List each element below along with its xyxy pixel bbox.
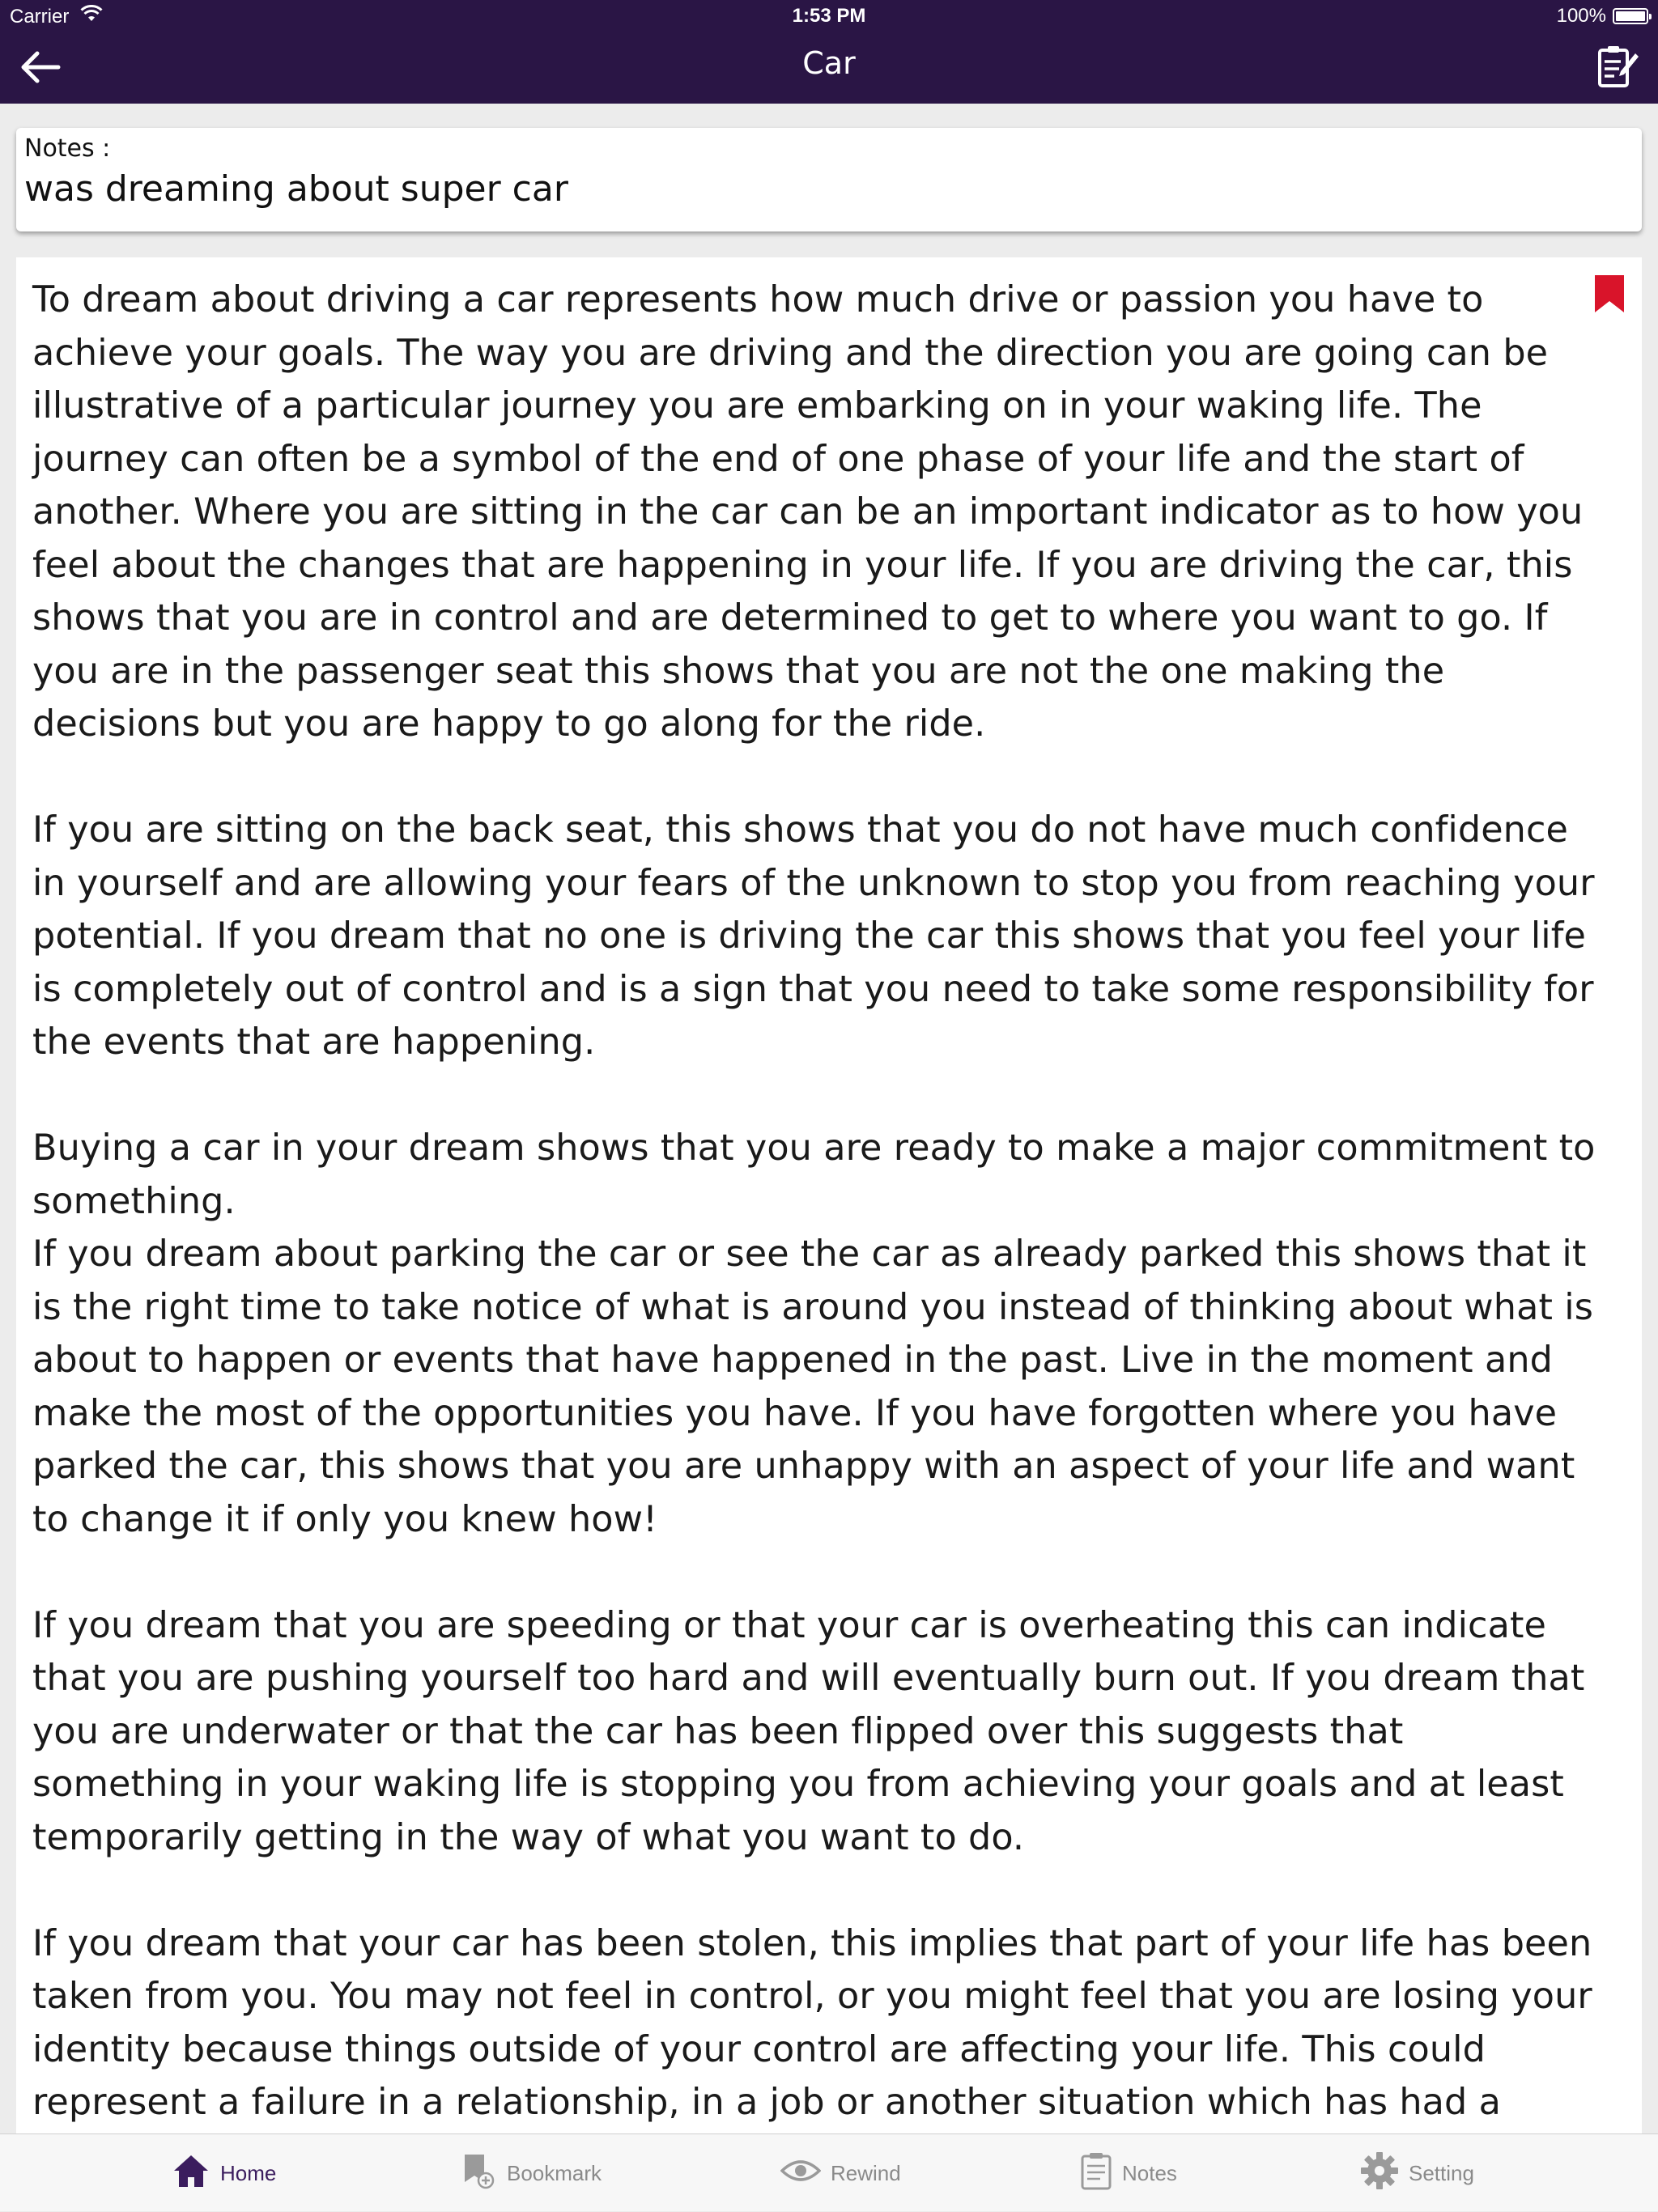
notes-value[interactable]: was dreaming about super car — [24, 168, 568, 210]
tab-home[interactable] — [172, 2134, 276, 2212]
page-title: Car — [802, 45, 856, 81]
status-time: 1:53 PM — [792, 5, 866, 27]
home-icon — [172, 2153, 210, 2194]
eye-icon — [780, 2158, 821, 2189]
notes-icon — [1080, 2151, 1112, 2196]
edit-note-icon[interactable] — [1596, 42, 1640, 91]
status-bar — [0, 0, 1658, 32]
bookmark-add-icon — [458, 2151, 497, 2196]
dream-meaning-text: To dream about driving a car represents how much drive or passion you have to achieve your goals. The way you are driving and the direction you are going can be illustrative of a particular journey you are embarking on in your waking life. The journey can often be a symbol of the end of one phase of your life and the start of another. Where you are sitting in the car can be an important indicator as to how you feel about the changes that are happening in your life. If you are driving the car, this shows that you are in control and are determined to get to where you want to go. If you are in the passenger seat this shows that you are not the one making the decisions but you are happy to go along for the ride. If you are sitting on the back seat, this shows that you do not have much confidence in yourself and are allowing your fears of the unknown to stop you from reaching your potential. If you dream that no one is driving the car this shows that you feel your life is completely out of control and is a sign that you need to take some responsibility for the events that are happening. Buying a car in your dream shows that you are ready to make a major commitment to something. If you dream about parking the car or see the car as already parked this shows that it is the right time to take notice of what is around you instead of thinking about what is about to happen or events that have happened in the past. Live in the moment and make the most of the opportunities you have. If you have forgotten where you have parked the car, this shows that you are unhappy with an aspect of your life and want to change it if only you knew how! If you dream that you are speeding or that your car is overheating this can indicate that you are pushing yourself too hard and will eventually burn out. If you dream that you are underwater or that the car has been flipped over this suggests that something in your waking life is stopping you from achieving your goals and at least temporarily getting in the way of what you want to do. If you dream that your car has been stolen, this implies that part of your life has been taken from you. You may not feel in control, or you might feel that you are losing your identity because things outside of your control are affecting your life. This could represent a failure in a relationship, in a job or another situation which has had a — [32, 279, 1596, 2123]
tab-rewind-label: Rewind — [831, 2160, 901, 2185]
tab-notes-label: Notes — [1122, 2160, 1177, 2185]
notes-label: Notes : — [24, 134, 111, 163]
tab-bookmark-label: Bookmark — [507, 2160, 602, 2185]
battery-label: 100% — [1556, 5, 1606, 27]
tab-rewind[interactable] — [780, 2134, 901, 2212]
tab-bookmark[interactable] — [458, 2134, 602, 2212]
dream-meaning-card — [16, 257, 1642, 2135]
tab-setting-label: Setting — [1409, 2160, 1474, 2185]
battery-indicator — [1557, 5, 1648, 28]
carrier-label: Carrier — [10, 5, 70, 28]
tab-home-label: Home — [220, 2160, 277, 2185]
battery-icon — [1613, 8, 1648, 24]
gear-icon — [1360, 2151, 1399, 2196]
tab-bar — [0, 2133, 1658, 2211]
tab-notes[interactable] — [1080, 2134, 1177, 2212]
tab-setting[interactable] — [1360, 2134, 1474, 2212]
navigation-bar — [0, 32, 1658, 104]
notes-card[interactable] — [16, 128, 1642, 231]
